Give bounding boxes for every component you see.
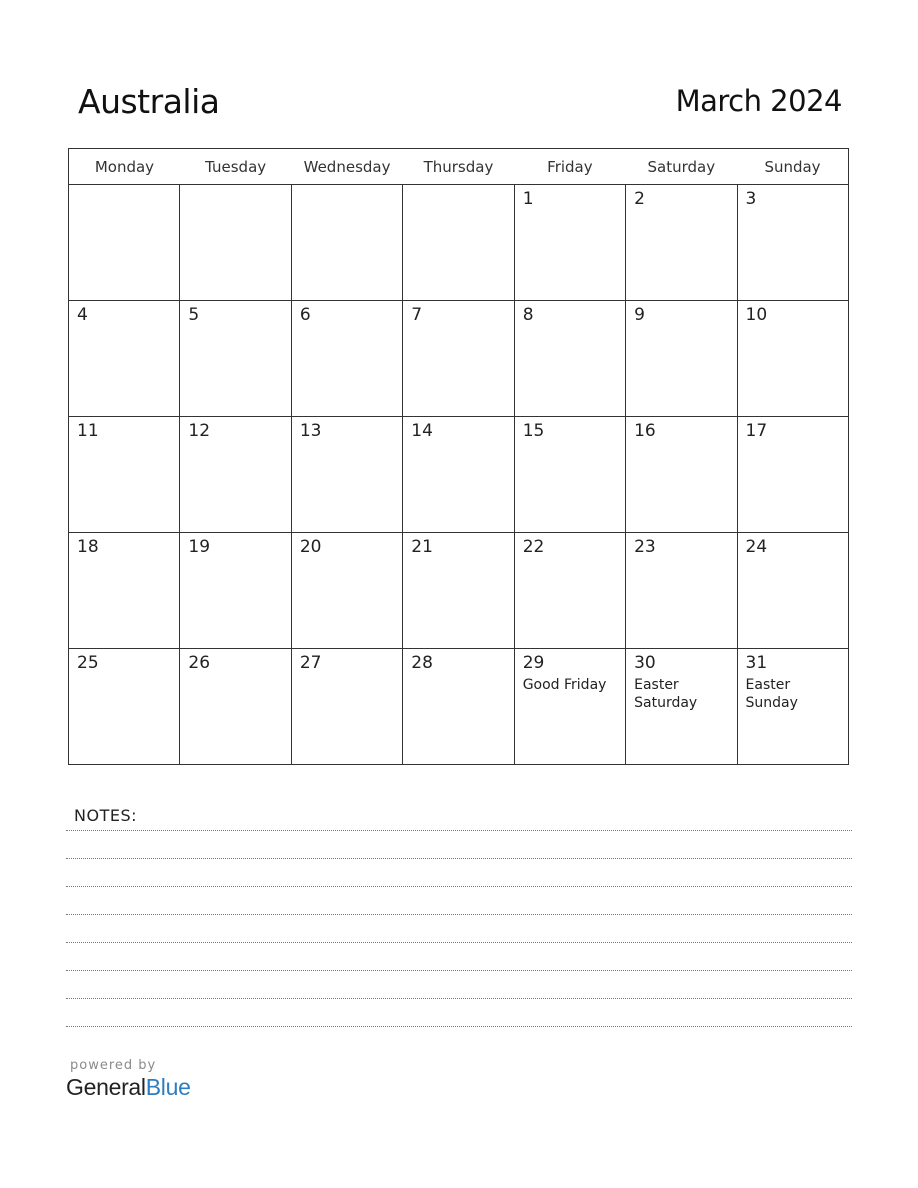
notes-line[interactable] (66, 970, 852, 971)
calendar-day-cell[interactable] (180, 649, 291, 765)
weekday-header: Thursday (403, 149, 514, 185)
calendar-day-cell[interactable] (403, 649, 514, 765)
calendar-day-cell[interactable] (403, 301, 514, 417)
calendar-day-cell[interactable] (514, 185, 625, 301)
notes-label: NOTES: (74, 806, 137, 825)
calendar-day-cell[interactable] (626, 533, 737, 649)
calendar-day-cell[interactable] (69, 185, 180, 301)
calendar-day-cell[interactable] (69, 649, 180, 765)
day-number: 1 (522, 189, 534, 209)
holiday-label: Good Friday (522, 677, 607, 693)
calendar-week-row (69, 417, 849, 533)
day-number: 29 (522, 653, 545, 673)
notes-line[interactable] (66, 886, 852, 887)
weekday-header: Sunday (737, 149, 848, 185)
day-number: 2 (634, 189, 645, 209)
calendar-day-cell[interactable] (180, 417, 291, 533)
day-number: 31 (745, 653, 768, 673)
day-number: 30 (634, 653, 656, 673)
calendar-week-row (69, 301, 849, 417)
calendar-day-cell[interactable] (69, 533, 180, 649)
weekday-header-row (69, 149, 849, 185)
day-number: 20 (299, 537, 322, 557)
weekday-header: Friday (514, 149, 625, 185)
calendar-day-cell[interactable] (403, 185, 514, 301)
calendar-day-cell[interactable] (737, 185, 848, 301)
day-number: 16 (634, 421, 656, 441)
calendar-day-cell[interactable] (514, 301, 625, 417)
day-number: 12 (188, 421, 211, 441)
day-number: 6 (299, 305, 311, 325)
calendar-day-cell[interactable] (626, 185, 737, 301)
day-number: 26 (188, 653, 211, 673)
day-number: 28 (411, 653, 433, 673)
day-number: 17 (745, 421, 768, 441)
day-number: 24 (745, 537, 768, 557)
day-number: 4 (77, 305, 88, 325)
calendar-day-cell[interactable] (737, 417, 848, 533)
day-number: 8 (522, 305, 534, 325)
calendar-day-cell[interactable] (69, 301, 180, 417)
generalblue-logo (66, 1074, 191, 1101)
calendar-day-cell[interactable] (403, 417, 514, 533)
calendar-country-title: Australia (78, 82, 220, 121)
calendar-day-cell[interactable] (291, 533, 402, 649)
day-number: 9 (634, 305, 645, 325)
day-number: 18 (77, 537, 99, 557)
day-number: 21 (411, 537, 433, 557)
day-number: 14 (411, 421, 433, 441)
calendar-day-cell[interactable] (69, 417, 180, 533)
notes-line[interactable] (66, 830, 852, 831)
day-number: 27 (299, 653, 322, 673)
calendar-day-cell[interactable] (180, 185, 291, 301)
calendar-day-cell[interactable] (180, 533, 291, 649)
day-number: 19 (188, 537, 211, 557)
holiday-label: Easter Sunday (745, 677, 798, 711)
calendar-day-cell[interactable] (291, 185, 402, 301)
calendar-body (69, 185, 849, 765)
calendar-grid (68, 148, 849, 765)
weekday-header: Monday (69, 149, 180, 185)
logo-text-general: General (66, 1074, 146, 1100)
calendar-month-title: March 2024 (675, 84, 842, 118)
calendar-day-cell[interactable] (291, 417, 402, 533)
holiday-label: Easter Saturday (634, 677, 698, 711)
weekday-header: Saturday (626, 149, 737, 185)
day-number: 15 (522, 421, 545, 441)
day-number: 10 (745, 305, 768, 325)
calendar-day-cell[interactable] (291, 649, 402, 765)
powered-by-text: powered by (70, 1058, 157, 1073)
day-number: 7 (411, 305, 423, 325)
weekday-header: Wednesday (291, 149, 402, 185)
day-number: 11 (77, 421, 99, 441)
day-number: 3 (745, 189, 757, 209)
notes-line[interactable] (66, 1026, 852, 1027)
day-number: 23 (634, 537, 656, 557)
calendar-week-row (69, 533, 849, 649)
day-number: 22 (522, 537, 545, 557)
notes-line[interactable] (66, 914, 852, 915)
calendar-day-cell[interactable] (626, 301, 737, 417)
day-number: 5 (188, 305, 200, 325)
calendar-day-cell[interactable] (737, 301, 848, 417)
calendar-day-cell[interactable] (626, 417, 737, 533)
calendar-day-cell[interactable] (626, 649, 737, 765)
day-number: 13 (299, 421, 322, 441)
calendar-day-cell[interactable] (291, 301, 402, 417)
calendar-day-cell[interactable] (737, 533, 848, 649)
notes-line[interactable] (66, 858, 852, 859)
calendar-week-row (69, 185, 849, 301)
calendar-day-cell[interactable] (180, 301, 291, 417)
notes-line[interactable] (66, 998, 852, 999)
notes-line[interactable] (66, 942, 852, 943)
day-number: 25 (77, 653, 99, 673)
calendar-week-row (69, 649, 849, 765)
calendar-day-cell[interactable] (737, 649, 848, 765)
calendar-day-cell[interactable] (514, 417, 625, 533)
calendar-day-cell[interactable] (403, 533, 514, 649)
logo-text-blue: Blue (145, 1074, 191, 1100)
calendar-day-cell[interactable] (514, 649, 625, 765)
weekday-header: Tuesday (180, 149, 291, 185)
calendar-day-cell[interactable] (514, 533, 625, 649)
